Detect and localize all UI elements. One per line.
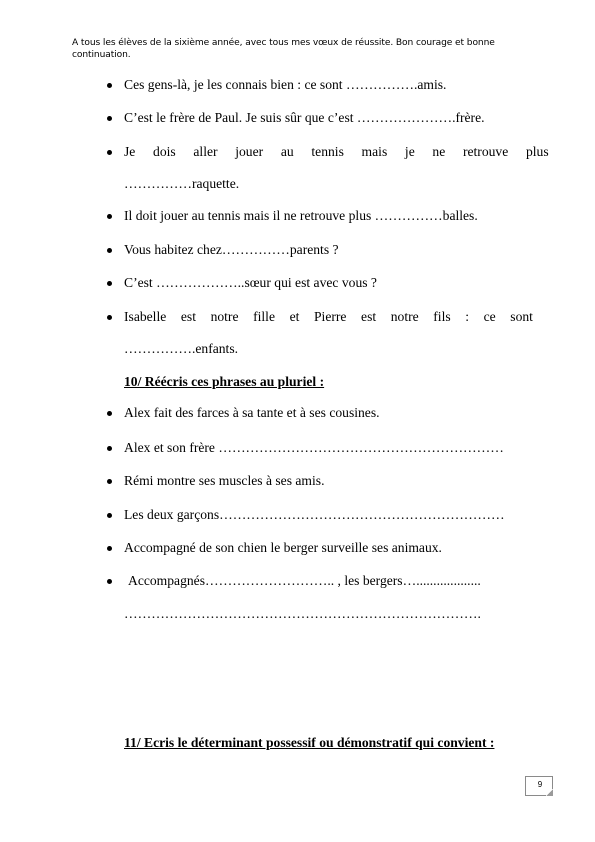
exercise-item: Les deux garçons……………………………………………………… [124,507,505,522]
bullet-icon [107,281,112,286]
bullet-icon [107,214,112,219]
bullet-icon [107,546,112,551]
exercise-item: Accompagnés……………………….. , les bergers…................... [128,573,481,588]
exercise-item: Alex fait des farces à sa tante et à ses cousines. [124,405,380,420]
bullet-icon [107,579,112,584]
exercise-item-continuation: ……………raquette. [124,176,240,191]
bullet-icon [107,479,112,484]
exercise-item: Il doit jouer au tennis mais il ne retrouve plus ……………balles. [124,208,478,223]
bullet-icon [107,248,112,253]
bullet-icon [107,446,112,451]
exercise-item: Ces gens-là, je les connais bien : ce sont …………….amis. [124,77,447,92]
exercise-item: Vous habitez chez……………parents ? [124,242,339,257]
bullet-icon [107,513,112,518]
exercise-item-continuation: …………….enfants. [124,341,239,356]
bullet-icon [107,411,112,416]
page-number: 9 [537,780,543,789]
exercise-item: Accompagné de son chien le berger surveille ses animaux. [124,540,442,555]
page-header: A tous les élèves de la sixième année, avec tous mes vœux de réussite. Bon courage et bonne continuation. [72,38,495,60]
page-number-box [525,776,553,796]
exercise-item [124,144,549,160]
bullet-icon [107,83,112,88]
section-10-heading: 10/ Réécris ces phrases au pluriel : [124,374,325,389]
exercise-item-continuation: ……………………………………………………………………. [124,606,481,621]
exercise-item: C’est ………………..sœur qui est avec vous ? [124,275,377,290]
exercise-item: Alex et son frère ……………………………………………………… [124,440,504,455]
exercise-item: Isabelle est notre fille et Pierre est notre fils : ce sont [124,309,533,324]
bullet-icon [107,315,112,320]
section-11-heading: 11/ Ecris le déterminant possessif ou démonstratif qui convient : [124,735,495,750]
exercise-item-text: Je dois aller jouer au tennis mais je ne retrouve plus [124,144,549,159]
exercise-item: C’est le frère de Paul. Je suis sûr que c’est ………………….frère. [124,110,485,125]
bullet-icon [107,150,112,155]
bullet-icon [107,116,112,121]
exercise-item: Rémi montre ses muscles à ses amis. [124,473,325,488]
